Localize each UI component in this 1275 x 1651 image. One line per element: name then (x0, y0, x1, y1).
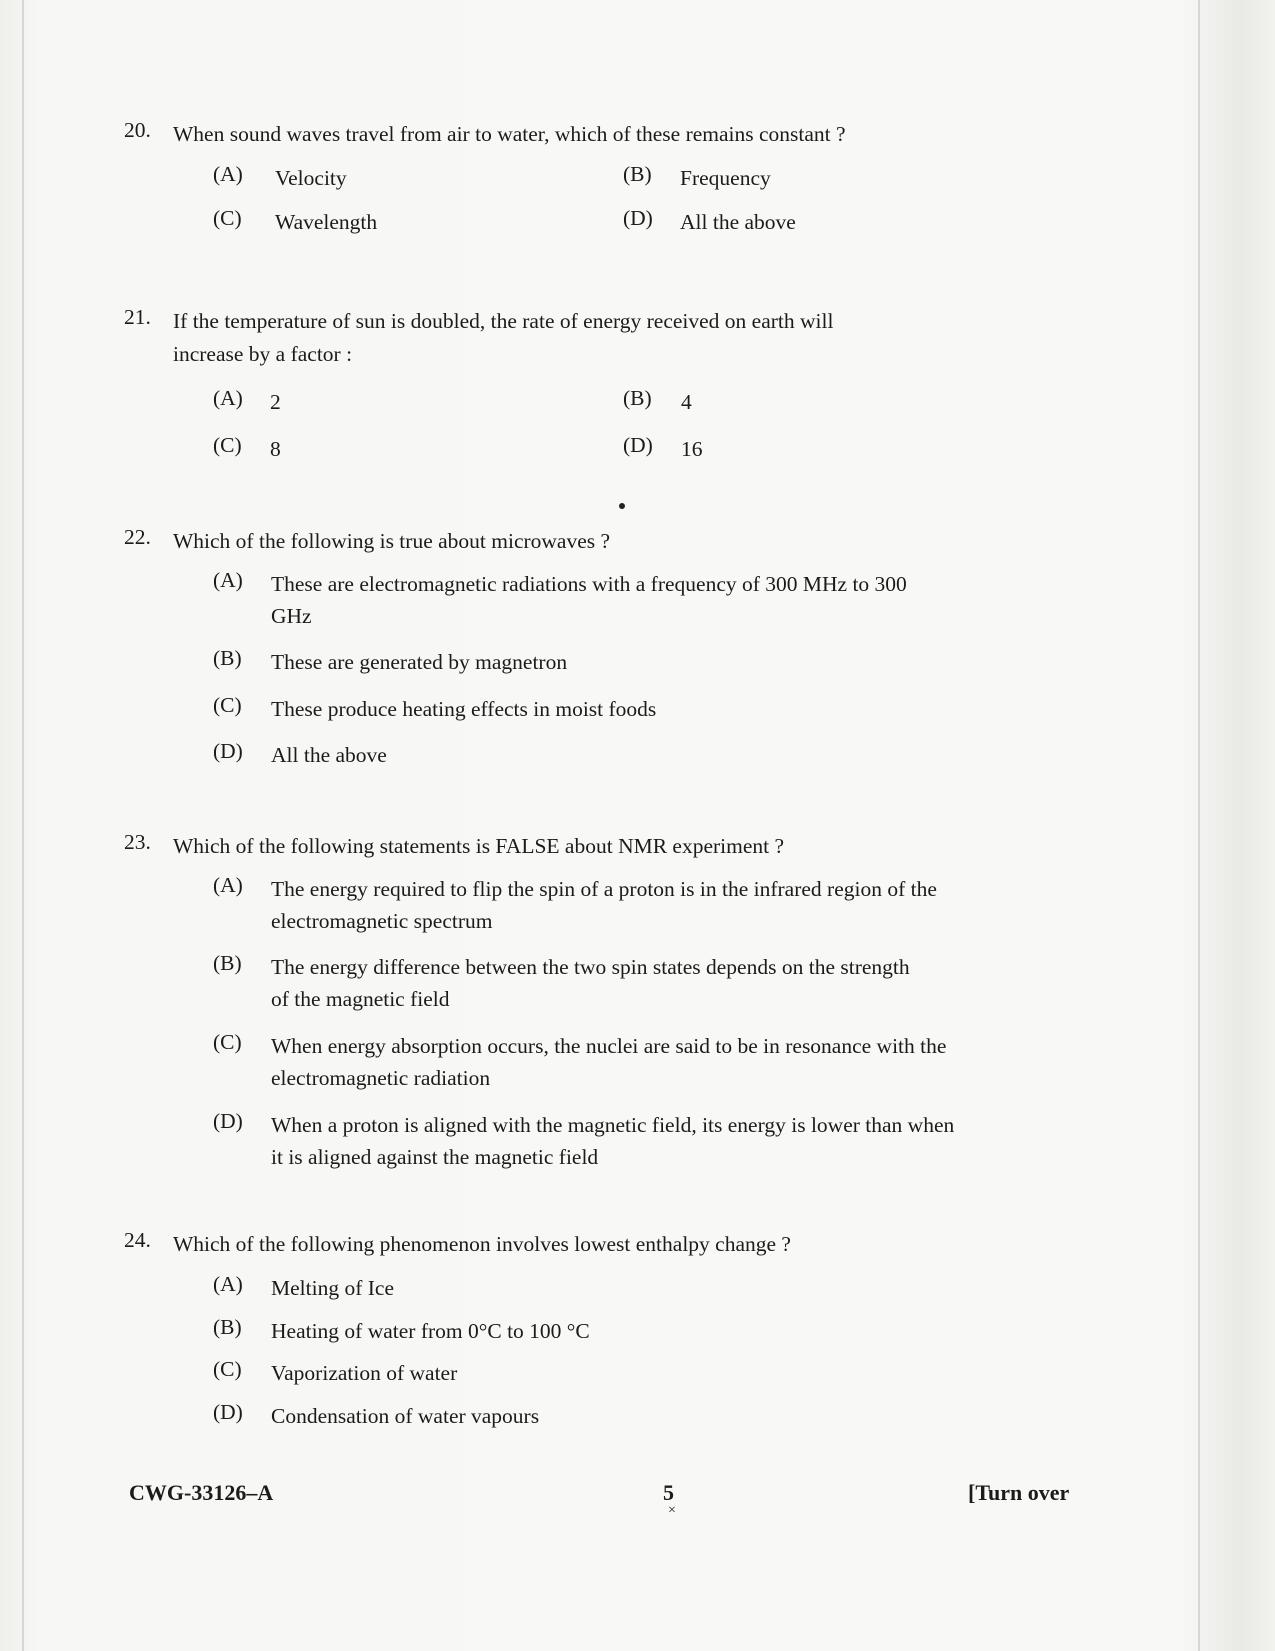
option-label: (A) (213, 386, 243, 410)
option-text: These are generated by magnetron (271, 650, 568, 674)
option-label: (A) (213, 162, 243, 186)
option-text: Heating of water from 0°C to 100 °C (271, 1319, 590, 1343)
option-text: 16 (681, 437, 703, 461)
option-text: The energy required to flip the spin of a proton is in the infrared region of the electromagnetic spectrum (271, 877, 937, 933)
option-label: (D) (623, 433, 653, 457)
option-label: (B) (213, 1315, 242, 1339)
option-label: (D) (213, 739, 243, 763)
question-text: Which of the following phenomenon involves lowest enthalpy change ? (173, 1232, 791, 1256)
question-number: 21. (124, 305, 151, 329)
option-text: All the above (680, 210, 796, 234)
option-text: Melting of Ice (271, 1276, 394, 1300)
exam-code: CWG-33126–A (129, 1480, 274, 1505)
option-text: 2 (270, 390, 281, 414)
option-label: (C) (213, 206, 242, 230)
option-label: (D) (213, 1400, 243, 1424)
scan-edge-left (22, 0, 24, 1651)
option-text: These produce heating effects in moist foods (271, 697, 657, 721)
option-label: (A) (213, 873, 243, 897)
scan-edge-right (1198, 0, 1200, 1651)
question-text: When sound waves travel from air to water, which of these remains constant ? (173, 122, 846, 146)
option-text: When a proton is aligned with the magnetic field, its energy is lower than when it is aligned against the magnetic field (271, 1113, 955, 1169)
question-number: 24. (124, 1228, 151, 1252)
option-text: Vaporization of water (271, 1361, 458, 1385)
option-text: Wavelength (275, 210, 378, 234)
question-text: If the temperature of sun is doubled, the rate of energy received on earth will increase by a factor : (173, 309, 834, 366)
option-label: (B) (623, 162, 652, 186)
page-mark: × (668, 1503, 676, 1518)
option-label: (C) (213, 433, 242, 457)
option-label: (C) (213, 1030, 242, 1054)
question-text: Which of the following statements is FALSE about NMR experiment ? (173, 834, 785, 858)
question-text: Which of the following is true about microwaves ? (173, 529, 611, 553)
option-text: Frequency (680, 166, 771, 190)
option-label: (C) (213, 693, 242, 717)
stray-dot (619, 503, 625, 509)
option-label: (B) (213, 646, 242, 670)
option-text: 8 (270, 437, 281, 461)
option-text: When energy absorption occurs, the nuclei are said to be in resonance with the electromagnetic radiation (271, 1034, 947, 1090)
option-text: The energy difference between the two spin states depends on the strength of the magnetic field (271, 955, 910, 1011)
option-label: (B) (623, 386, 652, 410)
option-label: (A) (213, 1272, 243, 1296)
option-text: These are electromagnetic radiations with a frequency of 300 MHz to 300 GHz (271, 572, 907, 628)
page-number: 5 (663, 1480, 674, 1505)
option-label: (A) (213, 568, 243, 592)
turn-over-label: [Turn over (968, 1480, 1070, 1505)
question-number: 22. (124, 525, 151, 549)
option-label: (C) (213, 1357, 242, 1381)
option-text: 4 (681, 390, 692, 414)
question-number: 20. (124, 118, 151, 142)
option-label: (B) (213, 951, 242, 975)
option-text: Condensation of water vapours (271, 1404, 540, 1428)
question-number: 23. (124, 830, 151, 854)
option-text: Velocity (275, 166, 347, 190)
option-label: (D) (623, 206, 653, 230)
option-label: (D) (213, 1109, 243, 1133)
option-text: All the above (271, 743, 387, 767)
